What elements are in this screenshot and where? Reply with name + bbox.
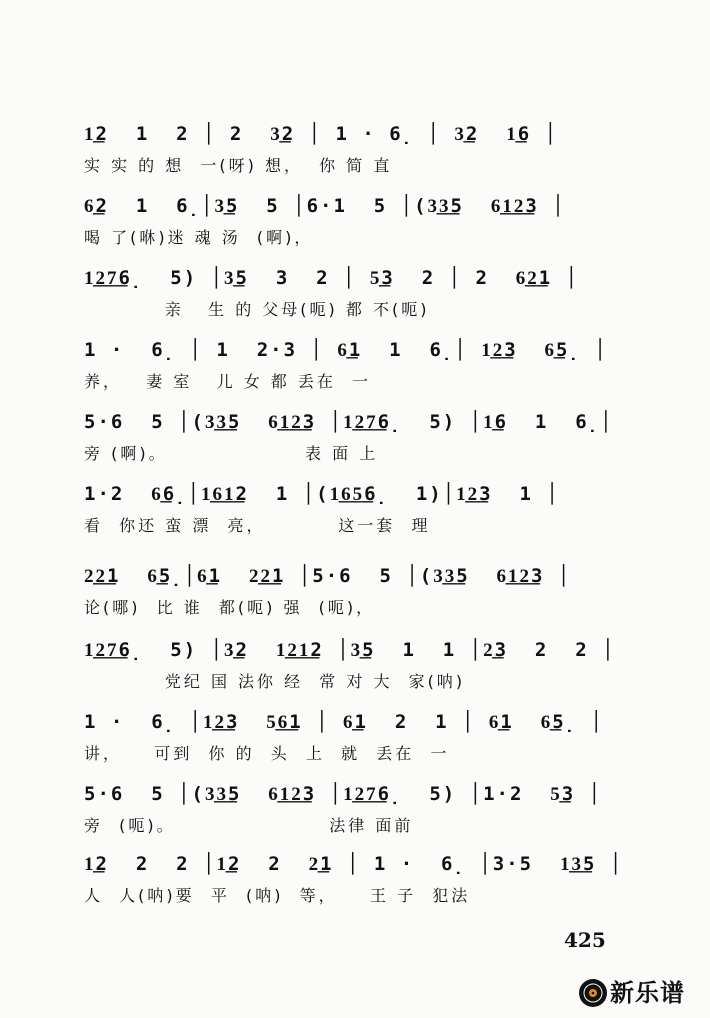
lyrics-line: 论(哪) 比 谁 都(呃) 强 (呃)， (84, 598, 376, 617)
score-system-11 (84, 848, 624, 918)
lyrics-line: 喝 了(咻)迷 魂 汤 (啊)， (84, 228, 314, 247)
page-number: 425 (564, 928, 606, 952)
score-system-10 (84, 778, 624, 848)
lyrics-line: 党纪 国 法你 经 常 对 大 家(呐) (84, 672, 466, 691)
lyrics-line: 亲 生 的 父母(呃) 都 不(呃) (84, 300, 430, 319)
site-logo (578, 976, 702, 1010)
notation-line: 1 · 6̣ │1͟2͟3 5͟6͟1 │ 6͟1 2 1 │ 6͟1 6͟5̣ │ (84, 711, 604, 733)
lyrics-line: 实 实 的 想 一(呀) 想， 你 简 直 (84, 156, 393, 175)
notation-line: 1·2 6͟6̣│1͟6͟1͟2 1 │(1͟6͟5͟6̣ 1)│1͟2͟3 1 │ (84, 483, 560, 505)
notation-line: 6͟2 1 6̣│3͟5 5 │6·1 5 │(3͟3͟5 6͟1͟2͟3 │ (84, 195, 566, 217)
score-system-2 (84, 190, 624, 260)
record-disc-icon (578, 978, 608, 1008)
score-system-7 (84, 560, 624, 630)
logo-text: 新乐谱 (610, 979, 685, 1007)
lyrics-line: 旁 (啊)。 表 面 上 (84, 444, 379, 463)
notation-line: 5·6 5 │(3͟3͟5 6͟1͟2͟3 │1͟2͟7͟6̣ 5) │1·2 5͟3 │ (84, 783, 603, 805)
lyrics-line: 旁 (呃)。 法律 面前 (84, 816, 414, 835)
notation-line: 1͟2 1 2 │ 2 3͟2 │ 1 · 6̣ │ 3͟2 1͟6 │ (84, 123, 559, 145)
lyrics-line: 人 人(呐)要 平 (呐) 等， 王 子 犯法 (84, 886, 471, 905)
score-system-5 (84, 406, 624, 476)
score-system-1 (84, 118, 624, 188)
score-system-8 (84, 634, 624, 704)
lyrics-line: 讲， 可到 你 的 头 上 就 丢在 一 (84, 744, 450, 763)
notation-line: 1 · 6̣ │ 1 2·3 │ 6͟1 1 6̣│ 1͟2͟3 6͟5̣ │ (84, 339, 608, 361)
lyrics-line: 养， 妻 室 儿 女 都 丢在 一 (84, 372, 372, 391)
lyrics-line: 看 你还 蛮 漂 亮， 这一套 理 (84, 516, 431, 535)
score-system-3 (84, 262, 624, 332)
notation-line: 1͟2 2 2 │1͟2 2 2͟1 │ 1 · 6̣ │3·5 1͟3͟5 │ (84, 853, 624, 875)
notation-line: 1͟2͟7͟6̣ 5) │3͟2 1͟2͟1͟2 │3͟5 1 1 │2͟3 2 2 │ (84, 639, 616, 661)
score-system-4 (84, 334, 624, 404)
notation-line: 1͟2͟7͟6̣ 5) │3͟5 3 2 │ 5͟3 2 │ 2 6͟2͟1 │ (84, 267, 580, 289)
score-system-6 (84, 478, 624, 548)
score-system-9 (84, 706, 624, 776)
notation-line: 2͟2͟1 6͟5̣│6͟1 2͟2͟1 │5·6 5 │(3͟3͟5 6͟1͟2͟3 │ (84, 565, 572, 587)
notation-line: 5·6 5 │(3͟3͟5 6͟1͟2͟3 │1͟2͟7͟6̣ 5) │1͟6 1 6̣│ (84, 411, 614, 433)
